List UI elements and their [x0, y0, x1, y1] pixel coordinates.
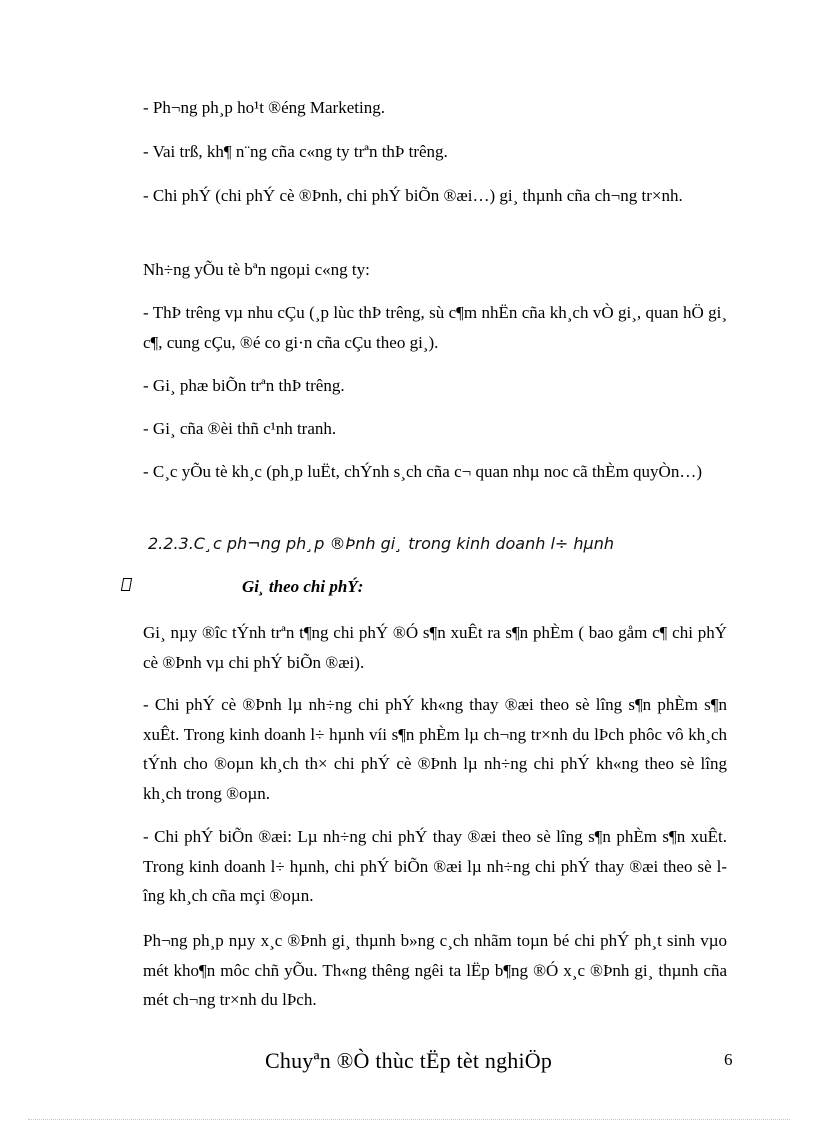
body-paragraph-variable-cost: - Chi phÝ biÕn ®æi: Lµ nh÷ng chi phÝ thay ®æi theo sè lîng s¶n phÈm s¶n xuÊt. Trong kinh doanh l÷ hµnh, chi phÝ biÕn ®æi lµ nh÷ng chi phÝ thay ®æi theo sè lîng kh¸ch cña mçi ®oµn. [143, 827, 727, 905]
body-paragraph-fixed-cost: - Chi phÝ cè ®Þnh lµ nh÷ng chi phÝ kh«ng thay ®æi theo sè lîng s¶n phÈm s¶n xuÊt. Trong kinh doanh l÷ hµnh víi s¶n phÈm lµ ch¬ng tr×nh du lÞch phôc vô kh¸ch tÝnh cho ®oµn kh¸ch th× chi phÝ cè ®Þnh lµ nh÷ng chi phÝ kh«ng theo sè lîng kh¸ch trong ®oµn. [143, 695, 727, 803]
section-heading: 2.2.3.C¸c ph¬ng ph¸p ®Þnh gi¸ trong kinh doanh l÷ hµnh [148, 534, 615, 553]
paragraph-other-factors: - C¸c yÕu tè kh¸c (ph¸p luËt, chÝnh s¸ch cña c¬ quan nhµ noc cã thÈm quyÒn…) [143, 462, 702, 481]
page-bottom-divider [28, 1119, 790, 1120]
paragraph-competitor-price: - Gi¸ cña ®èi thñ c¹nh tranh. [143, 419, 337, 438]
bullet-box-icon [121, 578, 132, 591]
paragraph-marketing: - Ph¬ng ph¸p ho¹t ®éng Marketing. [143, 98, 385, 117]
paragraph-market-price: - Gi¸ phæ biÕn trªn thÞ trêng. [143, 376, 345, 395]
body-paragraph-cost-pricing: Gi¸ nµy ®îc tÝnh trªn t¶ng chi phÝ ®Ó s¶n xuÊt ra s¶n phÈm ( bao gåm c¶ chi phÝ cè ®Þnh vµ chi phÝ biÕn ®æi). [143, 623, 727, 672]
paragraph-external-factors: Nh÷ng yÕu tè bªn ngoµi c«ng ty: [143, 260, 370, 279]
paragraph-market-demand: - ThÞ trêng vµ nhu cÇu (¸p lùc thÞ trêng, sù c¶m nhËn cña kh¸ch vÒ gi¸, quan hÖ gi¸ c¶, cung cÇu, ®é co gi·n cña cÇu theo gi¸). [143, 303, 727, 352]
paragraph-company-role: - Vai trß, kh¶ n¨ng cña c«ng ty trªn thÞ trêng. [143, 142, 448, 161]
paragraph-costs: - Chi phÝ (chi phÝ cè ®Þnh, chi phÝ biÕn ®æi…) gi¸ thµnh cña ch¬ng tr×nh. [143, 186, 683, 205]
footer-title: Chuyªn ®Ò thùc tËp tèt nghiÖp [265, 1048, 553, 1073]
body-paragraph-method: Ph¬ng ph¸p nµy x¸c ®Þnh gi¸ thµnh b»ng c¸ch nhãm toµn bé chi phÝ ph¸t sinh vµo mét kho¶n môc chñ yÕu. Th«ng thêng ngêi ta lËp b¶ng ®Ó x¸c ®Þnh gi¸ thµnh cña mét ch¬ng tr×nh du lÞch. [143, 931, 727, 1009]
page-number: 6 [724, 1050, 733, 1069]
sub-heading: Gi¸ theo chi phÝ: [242, 577, 364, 596]
